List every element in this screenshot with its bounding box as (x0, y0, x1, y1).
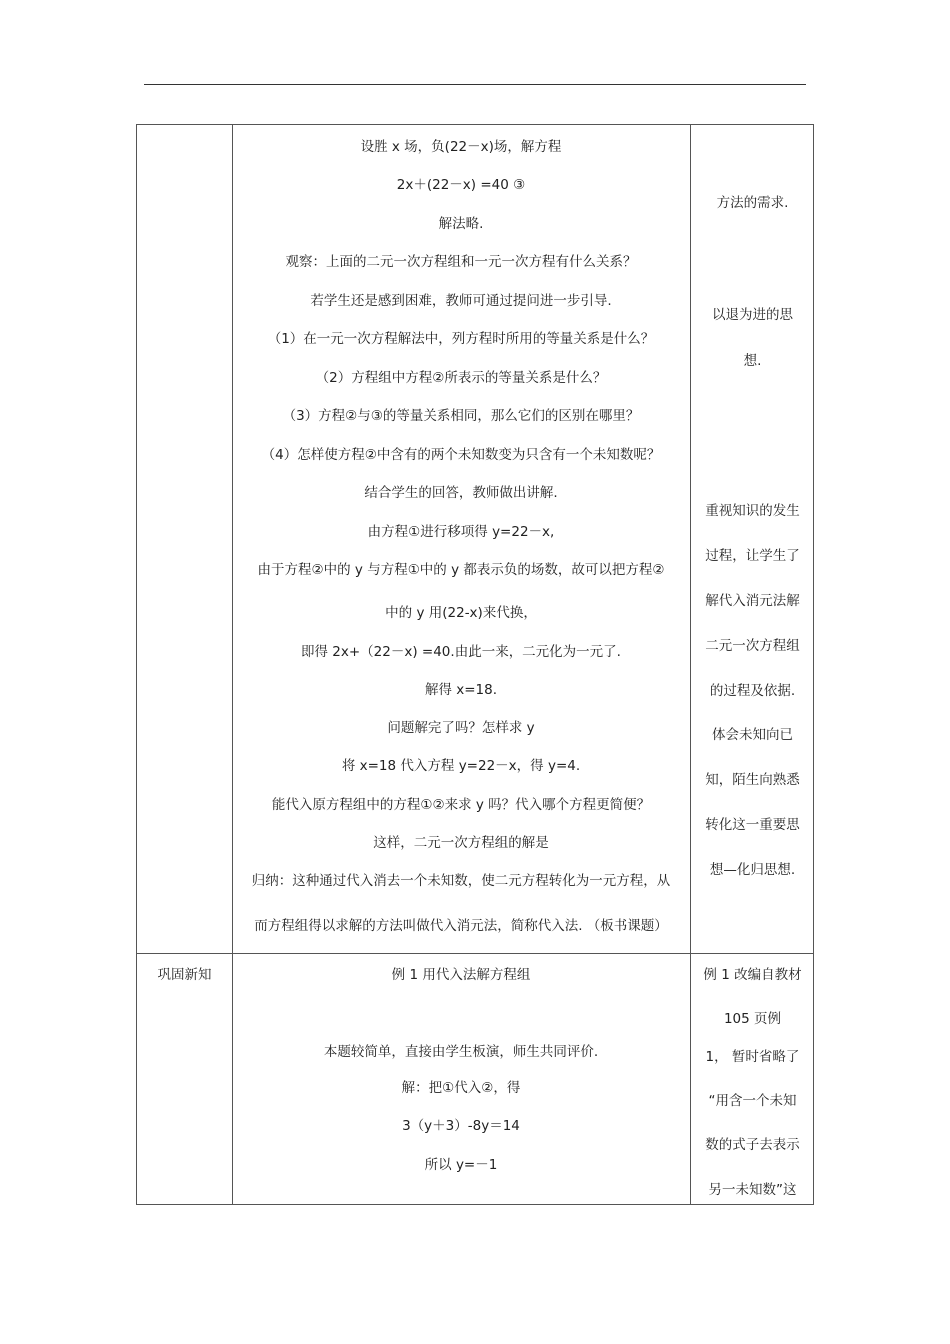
row1-middle-line: 观察：上面的二元一次方程组和一元一次方程有什么关系？ (285, 254, 637, 270)
row2-middle-line: 解：把①代入②，得 (401, 1080, 521, 1096)
row2-note-line: 105 页例 (723, 1011, 782, 1027)
row1-middle-line: 能代入原方程组中的方程①②来求 y 吗？代入哪个方程更简便？ (271, 797, 651, 813)
row1-middle-line: （2）方程组中方程②所表示的等量关系是什么？ (315, 370, 607, 386)
row1-note-line: 体会未知向已 (712, 727, 793, 743)
row1-note-line: 想—化归思想. (709, 862, 796, 878)
row1-middle-line: 即得 2x+（22－x) =40.由此一来，二元化为一元了. (301, 644, 621, 660)
row1-middle-line: （4）怎样使方程②中含有的两个未知数变为只含有一个未知数呢？ (261, 447, 661, 463)
row1-middle-line: 由于方程②中的 y 与方程①中的 y 都表示负的场数，故可以把方程② (257, 562, 665, 578)
row1-note-line: 解代入消元法解 (705, 593, 800, 609)
header-rule (144, 84, 806, 85)
row1-middle-line: 这样，二元一次方程组的解是 (373, 835, 549, 851)
row1-middle-line: 问题解完了吗？怎样求 y (387, 720, 535, 736)
row1-note-line: 想. (743, 353, 762, 369)
row1-middle-line: 解法略. (438, 216, 484, 232)
row2-middle-line: 所以 y=－1 (424, 1157, 498, 1173)
row2-middle-line: 本题较简单，直接由学生板演，师生共同评价. (323, 1044, 599, 1060)
row2-note-line: “用含一个未知 (708, 1093, 797, 1109)
row-divider (137, 953, 813, 954)
row1-middle-line: 由方程①进行移项得 y=22－x, (367, 524, 555, 540)
row1-note-line: 重视知识的发生 (705, 503, 800, 519)
row1-middle-line: （1）在一元一次方程解法中，列方程时所用的等量关系是什么？ (267, 331, 655, 347)
row1-note-line: 的过程及依据. (709, 683, 796, 699)
row2-note-line: 另一未知数”这 (708, 1182, 797, 1198)
row1-note-line: 转化这一重要思 (705, 817, 800, 833)
row2-note-line: 数的式子去表示 (705, 1137, 800, 1153)
row2-note-line: 例 1 改编自教材 (703, 967, 802, 983)
row2-middle-line: 3（y＋3）-8y＝14 (402, 1118, 520, 1134)
row1-middle-line: 解得 x=18. (424, 682, 498, 698)
row2-note-line: 1， 暂时省略了 (705, 1049, 800, 1065)
row1-middle-line: 2x＋(22－x) =40 ③ (396, 177, 526, 193)
row1-note-line: 以退为进的思 (712, 307, 793, 323)
row1-middle-line: 归纳：这种通过代入消去一个未知数，使二元方程转化为一元方程，从 (251, 873, 671, 889)
lesson-table (136, 124, 814, 1205)
row1-note-line: 过程，让学生了 (705, 548, 800, 564)
row1-middle-line: 中的 y 用(22-x)来代换， (385, 605, 537, 621)
row1-note-line: 知，陌生向熟悉 (705, 772, 800, 788)
row1-middle-line: 将 x=18 代入方程 y=22－x，得 y=4. (341, 758, 581, 774)
row1-middle-line: 而方程组得以求解的方法叫做代入消元法，简称代入法. （板书课题） (254, 918, 668, 934)
row1-middle-line: （3）方程②与③的等量关系相同，那么它们的区别在哪里？ (282, 408, 640, 424)
column-divider (690, 125, 691, 1204)
row1-middle-line: 结合学生的回答，教师做出讲解. (364, 485, 558, 501)
row1-middle-line: 若学生还是感到困难，教师可通过提问进一步引导. (310, 293, 612, 309)
row2-middle-line: 例 1 用代入法解方程组 (391, 967, 531, 983)
row1-note-line: 方法的需求. (716, 195, 789, 211)
section-label: 巩固新知 (157, 967, 212, 983)
row1-middle-line: 设胜 x 场，负(22－x)场，解方程 (360, 139, 562, 155)
row1-note-line: 二元一次方程组 (705, 638, 800, 654)
